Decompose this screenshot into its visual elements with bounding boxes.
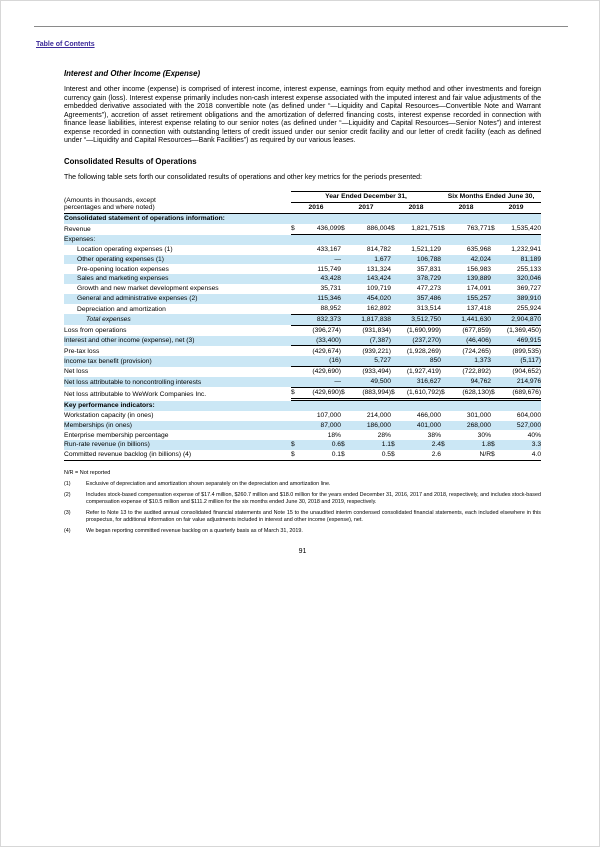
value-cell [441,377,451,387]
value-cell: $ [491,224,501,234]
value-cell: $ [491,387,501,399]
value-cell [491,245,501,255]
year-column-2018: 2018 [391,203,441,214]
value-cell [391,304,401,314]
value-cell [291,411,301,421]
consolidated-results-table [64,191,541,461]
table-row [64,421,541,431]
value-cell: — [301,377,341,387]
value-cell [441,411,451,421]
table-row [64,356,541,366]
row-label: Enterprise membership percentage [64,431,169,439]
value-cell [291,325,301,335]
section-heading-interest: Interest and Other Income (Expense) [64,69,201,78]
value-cell [291,430,301,440]
value-cell [441,450,451,460]
value-cell [441,346,451,356]
table-row [64,255,541,265]
value-cell [491,430,501,440]
value-cell: 0.1 [301,450,341,460]
table-of-contents-link[interactable]: Table of Contents [36,41,95,48]
row-label: Memberships (in ones) [64,421,291,431]
value-cell: 268,000 [451,421,491,431]
footnote-number: (3) [64,510,71,517]
value-cell: 320,046 [501,274,541,284]
footnote-text: Refer to Note 13 to the audited annual consolidated financial statements and Note 15 to the unaudited interim condensed consolidated financial statements, each included elsewhere in this prospectus, for additional information on fair value adjustments included in interest and other income (expense), net. [86,510,541,524]
value-cell [341,255,351,265]
table-row [64,245,541,255]
value-cell: 35,731 [320,285,341,293]
table-row [64,336,541,346]
value-cell: $ [441,387,451,399]
value-cell: $ [341,224,351,234]
value-cell: (899,535) [512,347,542,355]
value-cell [391,336,401,346]
value-cell: 0.6 [301,440,341,450]
value-cell [291,294,301,304]
value-cell [441,325,451,335]
table-row [64,224,541,234]
row-label: Sales and marketing expenses [64,274,291,284]
value-cell [341,336,351,346]
value-cell: 156,983 [466,265,492,273]
value-cell [491,314,501,325]
value-cell [391,421,401,431]
value-cell [291,367,301,377]
value-cell: 527,000 [501,421,541,431]
value-cell [491,356,501,366]
value-cell [391,274,401,284]
value-cell: 94,762 [451,377,491,387]
table-row [64,304,541,314]
value-cell: 1,821,751 [401,224,441,234]
value-cell: 81,189 [501,255,541,265]
value-cell: 454,020 [351,294,391,304]
value-cell: 635,968 [466,245,492,253]
value-cell: 1,521,129 [411,245,442,253]
value-cell [291,377,301,387]
footnote-number: (1) [64,481,71,487]
value-cell: 832,373 [301,314,341,325]
value-cell: 255,133 [516,265,542,273]
value-cell: (722,892) [462,368,492,376]
value-cell: (396,274) [312,326,341,334]
table-row [64,294,541,304]
value-cell [291,421,301,431]
value-cell: (1,610,792) [401,387,441,399]
value-cell: $ [341,440,351,450]
value-cell [291,346,301,356]
value-cell: (1,369,450) [506,326,542,334]
value-cell: 3.3 [501,440,541,450]
table-row [64,214,541,224]
value-cell [391,284,401,294]
footnote-number: (4) [64,528,71,535]
value-cell: 186,000 [351,421,391,431]
value-cell [291,245,301,255]
table-row [64,367,541,377]
value-cell [491,284,501,294]
value-cell [491,346,501,356]
value-cell: 2.4 [401,440,441,450]
row-label: Pre-tax loss [64,347,100,355]
value-cell: 28% [377,431,391,439]
footnote-text: We began reporting committed revenue backlog on a quarterly basis as of March 31, 2019. [86,528,303,535]
page-content [64,69,541,555]
value-cell [491,274,501,284]
value-cell: 886,004 [351,224,391,234]
value-cell [441,336,451,346]
results-lead-paragraph: The following table sets forth our consolidated results of operations and other key metrics for the periods presented: [64,173,422,181]
value-cell: 389,910 [501,294,541,304]
footnotes-area [64,470,541,535]
value-cell: (724,265) [462,347,492,355]
table-row [64,314,541,325]
value-cell [391,294,401,304]
value-cell [341,430,351,440]
value-cell: (883,994) [351,387,391,399]
value-cell [341,314,351,325]
value-cell [441,284,451,294]
row-label: Income tax benefit (provision) [64,356,291,366]
value-cell: 301,000 [466,411,492,419]
value-cell: (933,494) [362,368,391,376]
table-row [64,399,541,410]
value-cell: 469,915 [501,336,541,346]
value-cell [491,304,501,314]
row-label: Interest and other income (expense), net (3) [64,336,291,346]
value-cell: $ [441,224,451,234]
table-row [64,450,541,460]
value-cell: — [301,255,341,265]
footnote [64,510,541,524]
row-label: Net loss [64,368,89,376]
value-cell: $ [391,440,401,450]
value-cell: (628,130) [451,387,491,399]
value-cell: (429,690) [312,368,341,376]
value-cell: $ [291,387,301,399]
value-cell [441,367,451,377]
value-cell [391,377,401,387]
value-cell [291,356,301,366]
table-row [64,377,541,387]
value-cell: (939,221) [362,347,391,355]
value-cell: 814,782 [366,245,391,253]
row-label: Total expenses [64,314,291,325]
results-table-body [64,214,541,461]
value-cell: 316,627 [401,377,441,387]
value-cell [441,430,451,440]
value-cell: (16) [301,356,341,366]
row-label: Key performance indicators: [64,399,541,410]
table-row [64,387,541,399]
value-cell: (33,400) [301,336,341,346]
value-cell: N/R [451,450,491,460]
value-cell [291,255,301,265]
table-row [64,325,541,335]
row-label: Pre-opening location expenses [77,265,169,273]
value-cell: 5,727 [351,356,391,366]
table-header [64,192,541,214]
value-cell: $ [391,224,401,234]
value-cell: 87,000 [301,421,341,431]
value-cell [291,304,301,314]
value-cell [441,274,451,284]
value-cell [491,421,501,431]
sixmonths-column-2018: 2018 [441,203,491,214]
value-cell: (237,270) [401,336,441,346]
value-cell [291,274,301,284]
value-cell: 1.8 [451,440,491,450]
value-cell: 42,024 [451,255,491,265]
value-cell [341,264,351,274]
value-cell [441,264,451,274]
value-cell [341,411,351,421]
value-cell: (689,676) [501,387,541,399]
value-cell [441,421,451,431]
row-label: Workstation capacity (in ones) [64,411,154,419]
value-cell: $ [291,224,301,234]
value-cell: 433,167 [316,245,341,253]
value-cell: 255,924 [501,304,541,314]
row-label: Growth and new market development expenses [77,285,219,293]
caption-line-2: percentages and where noted) [64,204,155,212]
value-cell [391,325,401,335]
value-cell: (904,652) [512,368,542,376]
value-cell: 174,091 [466,285,492,293]
value-cell: (677,859) [462,326,492,334]
value-cell: 49,500 [351,377,391,387]
value-cell [441,245,451,255]
value-cell [291,336,301,346]
value-cell: 214,976 [501,377,541,387]
row-label: Location operating expenses (1) [77,245,173,253]
value-cell [491,294,501,304]
value-cell [291,264,301,274]
row-label: General and administrative expenses (2) [64,294,291,304]
value-cell: (429,690) [301,387,341,399]
footnote [64,481,541,488]
value-cell: 436,099 [301,224,341,234]
value-cell: 1,441,630 [451,314,491,325]
value-cell: 357,831 [416,265,442,273]
value-cell: (429,674) [312,347,341,355]
year-column-2016: 2016 [291,203,341,214]
row-label: Revenue [64,225,91,233]
value-cell: 43,428 [301,274,341,284]
value-cell: 38% [427,431,442,439]
value-cell: 139,889 [451,274,491,284]
value-cell: 378,729 [401,274,441,284]
value-cell: $ [441,440,451,450]
value-cell [291,314,301,325]
row-label: Net loss attributable to WeWork Companies Inc. [64,390,207,398]
value-cell [391,245,401,255]
value-cell: 1,373 [451,356,491,366]
value-cell: 1.1 [351,440,391,450]
value-cell [341,367,351,377]
value-cell: 477,273 [416,285,442,293]
value-cell: $ [391,450,401,460]
value-cell: 763,771 [451,224,491,234]
value-cell [441,304,451,314]
value-cell: $ [341,387,351,399]
value-cell: 2,904,870 [501,314,541,325]
value-cell: 313,514 [401,304,441,314]
table-row [64,274,541,284]
row-label: Depreciation and amortization [77,305,166,313]
value-cell: (1,927,419) [406,368,442,376]
value-cell: 3,512,750 [401,314,441,325]
value-cell [291,284,301,294]
value-cell: 143,424 [351,274,391,284]
value-cell: 466,000 [416,411,442,419]
value-cell: 137,418 [451,304,491,314]
value-cell [491,264,501,274]
table-row [64,440,541,450]
footnote-text: Exclusive of depreciation and amortization shown separately on the depreciation and amortization line. [86,481,331,487]
value-cell: 88,952 [301,304,341,314]
value-cell: 214,000 [366,411,391,419]
value-cell [491,377,501,387]
value-cell [341,245,351,255]
sixmonths-column-2019: 2019 [491,203,541,214]
value-cell [491,325,501,335]
value-cell [391,430,401,440]
value-cell: $ [491,450,501,460]
row-label: Run-rate revenue (in billions) [64,440,291,450]
value-cell [441,356,451,366]
value-cell: $ [491,440,501,450]
section-heading-results: Consolidated Results of Operations [64,156,197,166]
value-cell: 40% [527,431,542,439]
year-column-2017: 2017 [341,203,391,214]
value-cell: 4.0 [501,450,541,460]
value-cell [491,411,501,421]
page-number: 91 [298,548,307,556]
value-cell [441,294,451,304]
value-cell [491,367,501,377]
row-label: Consolidated statement of operations information: [64,214,541,224]
value-cell: (46,406) [451,336,491,346]
value-cell [491,336,501,346]
value-cell: 357,486 [401,294,441,304]
value-cell: 850 [401,356,441,366]
value-cell [441,314,451,325]
table-row [64,411,541,421]
value-cell [341,325,351,335]
value-cell: 106,788 [401,255,441,265]
nr-legend: N/R = Not reported [64,470,111,476]
value-cell: 30% [477,431,492,439]
value-cell: $ [341,450,351,460]
value-cell [341,284,351,294]
value-cell: $ [391,387,401,399]
value-cell: 1,677 [351,255,391,265]
column-group-annual: Year Ended December 31, [291,192,441,203]
row-label: Expenses: [64,234,541,244]
value-cell [391,264,401,274]
column-group-sixmonths: Six Months Ended June 30, [441,192,541,203]
value-cell [341,421,351,431]
value-cell: 369,727 [516,285,542,293]
value-cell [341,304,351,314]
footnote [64,528,541,535]
value-cell: 604,000 [516,411,542,419]
value-cell: (931,834) [362,326,391,334]
value-cell: $ [291,440,301,450]
row-label: Loss from operations [64,326,127,334]
table-row [64,430,541,440]
value-cell [491,255,501,265]
table-row [64,284,541,294]
value-cell [391,346,401,356]
value-cell: 401,000 [401,421,441,431]
value-cell [391,255,401,265]
value-cell: (5,117) [501,356,541,366]
value-cell: 1,535,420 [501,224,541,234]
value-cell: 1,817,838 [351,314,391,325]
value-cell: 1,232,941 [511,245,542,253]
value-cell [391,356,401,366]
table-row [64,346,541,356]
table-caption [64,192,291,214]
value-cell [391,411,401,421]
value-cell [341,346,351,356]
value-cell: $ [291,450,301,460]
row-label: Other operating expenses (1) [64,255,291,265]
value-cell: 0.5 [351,450,391,460]
value-cell [441,255,451,265]
value-cell: 107,000 [316,411,341,419]
caption-line-1: (Amounts in thousands, except [64,196,156,204]
footnotes-list [64,481,541,535]
value-cell: (7,387) [351,336,391,346]
table-row [64,234,541,244]
footnote [64,492,541,506]
header-divider [34,26,568,27]
footnote-text: Includes stock-based compensation expense of $17.4 million, $260.7 million and $18.0 million for the years ended December 31, 2016, 2017 and 2018, respectively, and includes stock-based compensation expense of $10.5 million and $111.2 million for the six months ended June 30, 2018 and 2019, respectively. [86,492,541,506]
table-row [64,264,541,274]
value-cell [341,294,351,304]
value-cell [341,377,351,387]
value-cell [341,356,351,366]
value-cell: 115,346 [301,294,341,304]
value-cell: 115,749 [317,265,341,273]
value-cell: 155,257 [451,294,491,304]
value-cell: 131,324 [366,265,391,273]
value-cell: 2.6 [401,450,441,460]
interest-paragraph: Interest and other income (expense) is comprised of interest income, interest expense, earnings from equity method and other investments and foreign currency gain (loss). Interest expense primarily includes non-cash interest expense associated with the imputed interest and fair value adjustments of the embedded derivative associated with the 2018 convertible note (as defined under “—Liquidity and Capital Resources—Convertible Note and Warrant Agreements”), accretion of asset retirement obligations and the amortization of deferred financing costs, interest expense recorded in connection with finance lease liabilities, interest expense relating to our senior notes (as defined under “—Liquidity and Capital Resources—Senior Notes”) and interest expense recorded in connection with outstanding letters of credit issued under our senior credit facility and our letter of credit facility (each as defined under “—Liquidity and Capital Resources—Bank Facilities”) as required by our various leases. [64,86,541,145]
value-cell [341,274,351,284]
value-cell: 162,892 [351,304,391,314]
value-cell: 18% [327,431,341,439]
footnote-number: (2) [64,492,71,499]
value-cell [391,367,401,377]
row-label: Committed revenue backlog (in billions) (4) [64,450,291,460]
row-label: Net loss attributable to noncontrolling interests [64,377,291,387]
value-cell: 109,719 [366,285,391,293]
value-cell: (1,690,999) [406,326,442,334]
value-cell [391,314,401,325]
value-cell: (1,928,269) [406,347,442,355]
